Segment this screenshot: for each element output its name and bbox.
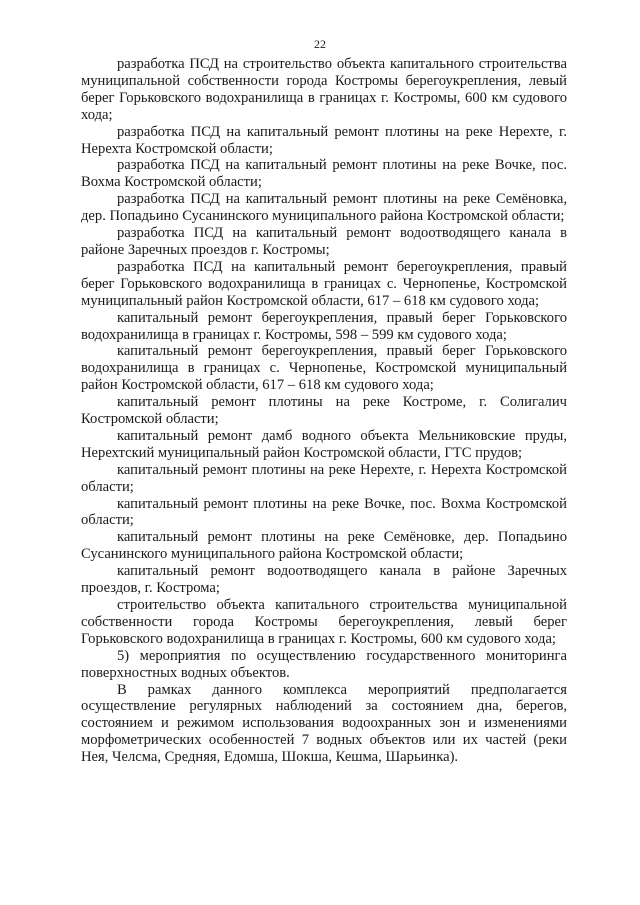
paragraph: разработка ПСД на капитальный ремонт плотины на реке Нерехте, г. Нерехта Костромской области; <box>81 123 567 157</box>
paragraph: капитальный ремонт плотины на реке Костроме, г. Солигалич Костромской области; <box>81 394 567 428</box>
paragraph: строительство объекта капитального строительства муниципальной собственности города Костромы берегоукрепления, левый берег Горьковского водохранилища в границах г. Костромы, 600 км судового хода; <box>81 597 567 647</box>
paragraph: капитальный ремонт плотины на реке Семёновке, дер. Попадьино Сусанинского муниципального района Костромской области; <box>81 529 567 563</box>
page-number: 22 <box>314 37 326 51</box>
paragraph: капитальный ремонт плотины на реке Нерехте, г. Нерехта Костромской области; <box>81 461 567 495</box>
paragraph: разработка ПСД на капитальный ремонт плотины на реке Семёновка, дер. Попадьино Сусанинского муниципального района Костромской области; <box>81 191 567 225</box>
paragraph: В рамках данного комплекса мероприятий предполагается осуществление регулярных наблюдений за состоянием дна, берегов, состоянием и режимом использования водоохранных зон и изменениями морфометрических особенностей 7 водных объектов или их частей (реки Нея, Челсма, Средняя, Едомша, Шокша, Кешма, Шарьинка). <box>81 681 567 766</box>
paragraph: 5) мероприятия по осуществлению государственного мониторинга поверхностных водных объектов. <box>81 647 567 681</box>
paragraph: капитальный ремонт берегоукрепления, правый берег Горьковского водохранилища в границах с. Чернопенье, Костромской муниципальный район Костромской области, 617 – 618 км судового хода; <box>81 343 567 394</box>
paragraph: капитальный ремонт водоотводящего канала в районе Заречных проездов, г. Кострома; <box>81 563 567 597</box>
paragraph: разработка ПСД на капитальный ремонт плотины на реке Вочке, пос. Вохма Костромской области; <box>81 157 567 191</box>
paragraph: капитальный ремонт берегоукрепления, правый берег Горьковского водохранилища в границах г. Костромы, 598 – 599 км судового хода; <box>81 309 567 343</box>
paragraph: разработка ПСД на строительство объекта капитального строительства муниципальной собственности города Костромы берегоукрепления, левый берег Горьковского водохранилища в границах г. Костромы, 600 км судового хода; <box>81 56 567 123</box>
paragraph: капитальный ремонт дамб водного объекта Мельниковские пруды, Нерехтский муниципальный район Костромской области, ГТС прудов; <box>81 427 567 461</box>
paragraph: капитальный ремонт плотины на реке Вочке, пос. Вохма Костромской области; <box>81 495 567 529</box>
paragraph: разработка ПСД на капитальный ремонт водоотводящего канала в районе Заречных проездов г. Костромы; <box>81 225 567 258</box>
body-text <box>81 56 567 766</box>
paragraph: разработка ПСД на капитальный ремонт берегоукрепления, правый берег Горьковского водохранилища в границах с. Чернопенье, Костромской муниципальный район Костромской области, 617 – 618 км судового хода; <box>81 258 567 309</box>
